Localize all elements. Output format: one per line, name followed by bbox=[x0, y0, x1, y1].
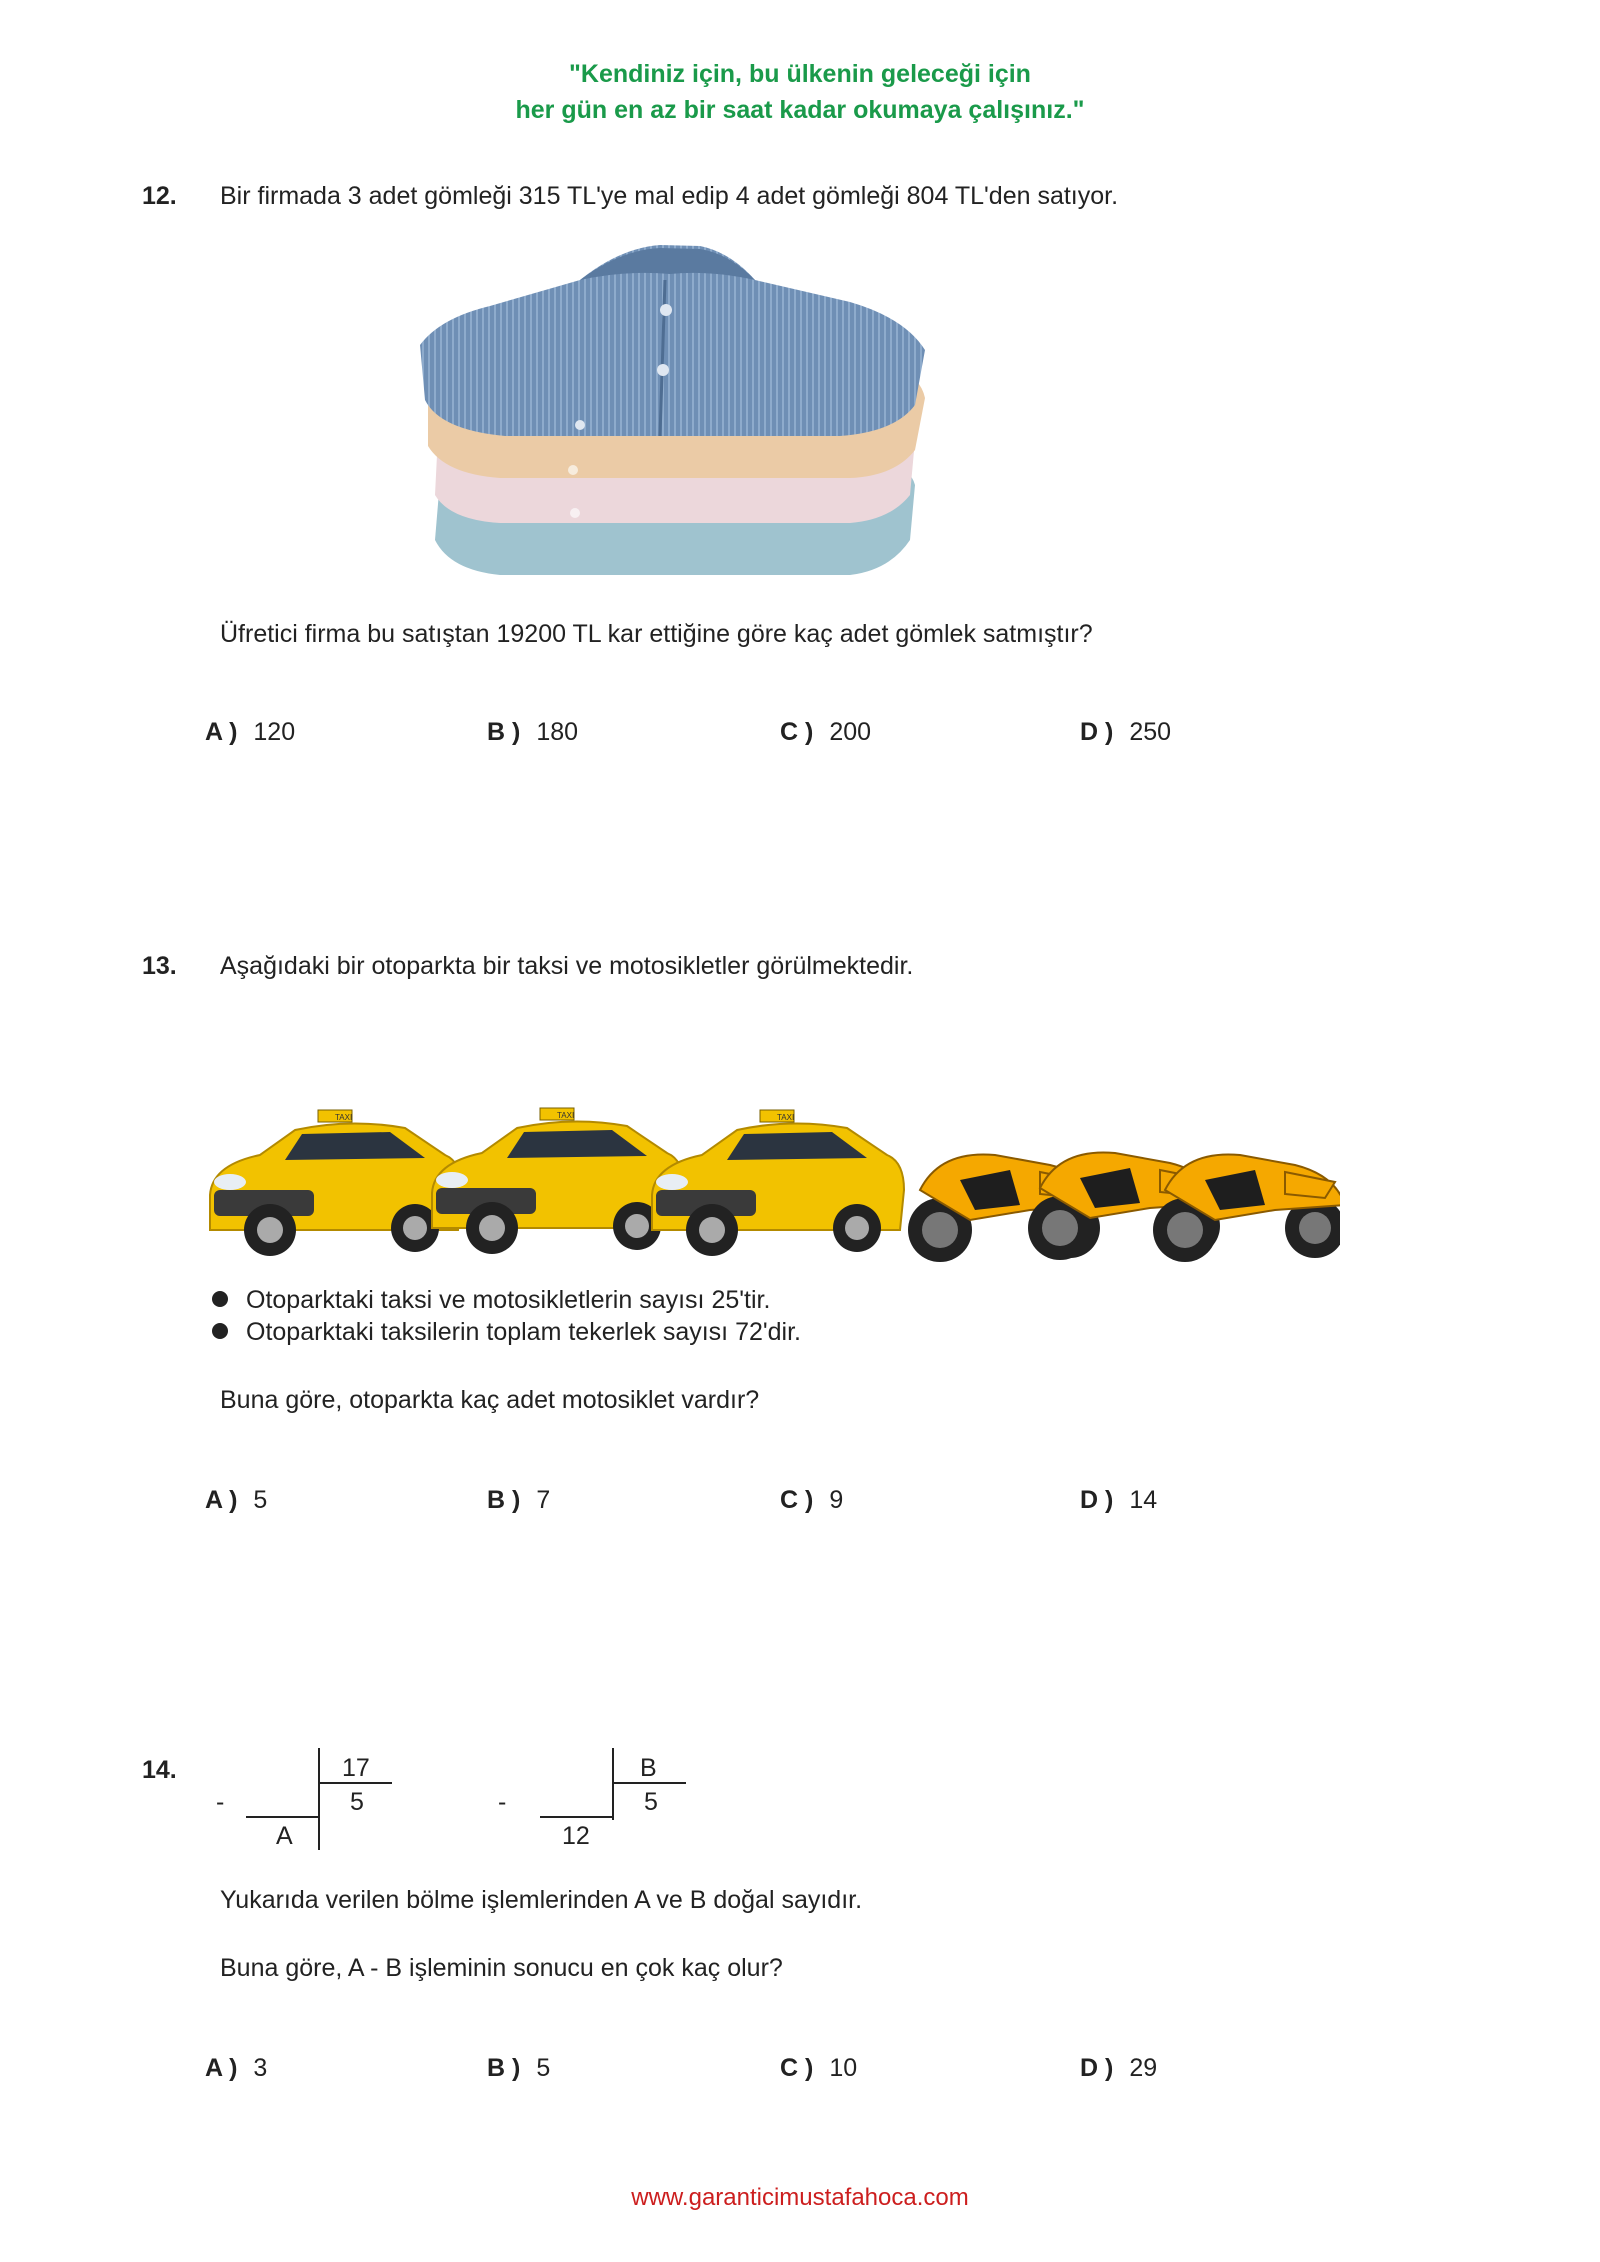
option-value: 250 bbox=[1129, 718, 1172, 746]
q13-option-a[interactable] bbox=[205, 1486, 267, 1515]
option-label: C ) bbox=[780, 1486, 814, 1514]
parking-image bbox=[200, 1090, 1340, 1265]
q14-option-b[interactable] bbox=[487, 2054, 550, 2083]
question-13-number: 13. bbox=[142, 952, 177, 980]
option-value: 5 bbox=[253, 1486, 268, 1514]
question-12-question: Üfretici firma bu satıştan 19200 TL kar ettiğine göre kaç adet gömlek satmıştır? bbox=[220, 620, 1093, 648]
option-value: 9 bbox=[829, 1486, 844, 1514]
q13-option-c[interactable] bbox=[780, 1486, 843, 1515]
question-13-question: Buna göre, otoparkta kaç adet motosiklet vardır? bbox=[220, 1386, 760, 1414]
bullet-icon bbox=[212, 1291, 228, 1307]
footer-link[interactable]: www.garanticimustafahoca.com bbox=[631, 2184, 969, 2211]
division-2-divisor: B bbox=[640, 1754, 657, 1782]
division-1-remainder: A bbox=[276, 1822, 293, 1850]
q13-option-d[interactable] bbox=[1080, 1486, 1157, 1515]
division-1-vertical-line bbox=[318, 1748, 320, 1850]
bullet-text: Otoparktaki taksilerin toplam tekerlek sayısı 72'dir. bbox=[246, 1318, 802, 1346]
option-label: B ) bbox=[487, 1486, 521, 1514]
q12-option-b[interactable] bbox=[487, 718, 578, 747]
division-1-divisor: 17 bbox=[342, 1754, 370, 1782]
option-label: A ) bbox=[205, 1486, 238, 1514]
division-1-quotient: 5 bbox=[350, 1788, 364, 1816]
option-label: A ) bbox=[205, 2054, 238, 2082]
division-2 bbox=[494, 1748, 694, 1858]
option-label: A ) bbox=[205, 718, 238, 746]
motto-line-1: "Kendiniz için, bu ülkenin geleceği için bbox=[569, 60, 1031, 88]
question-12-number: 12. bbox=[142, 182, 177, 210]
q14-option-c[interactable] bbox=[780, 2054, 857, 2083]
question-14-number: 14. bbox=[142, 1756, 177, 1784]
option-label: C ) bbox=[780, 718, 814, 746]
option-label: B ) bbox=[487, 718, 521, 746]
option-value: 3 bbox=[253, 2054, 268, 2082]
q13-bullet-1 bbox=[212, 1286, 770, 1315]
division-2-vertical-line bbox=[612, 1748, 614, 1820]
q13-bullet-2 bbox=[212, 1318, 801, 1347]
question-12-text: Bir firmada 3 adet gömleği 315 TL'ye mal edip 4 adet gömleği 804 TL'den satıyor. bbox=[220, 182, 1119, 210]
option-label: D ) bbox=[1080, 718, 1114, 746]
q12-option-a[interactable] bbox=[205, 718, 295, 747]
option-value: 5 bbox=[536, 2054, 551, 2082]
taxi-sign-3: TAXI bbox=[777, 1113, 795, 1122]
taxi-sign-2: TAXI bbox=[557, 1111, 575, 1120]
motto-line-2: her gün en az bir saat kadar okumaya çalışınız." bbox=[515, 96, 1085, 124]
division-2-quotient: 5 bbox=[644, 1788, 658, 1816]
option-label: D ) bbox=[1080, 2054, 1114, 2082]
option-label: D ) bbox=[1080, 1486, 1114, 1514]
question-13-text: Aşağıdaki bir otoparkta bir taksi ve motosikletler görülmektedir. bbox=[220, 952, 914, 980]
q14-option-a[interactable] bbox=[205, 2054, 267, 2083]
q13-option-b[interactable] bbox=[487, 1486, 550, 1515]
division-2-minus: - bbox=[498, 1788, 507, 1816]
division-2-remainder: 12 bbox=[562, 1822, 590, 1850]
option-value: 7 bbox=[536, 1486, 551, 1514]
division-1 bbox=[200, 1748, 400, 1858]
shirts-image bbox=[410, 240, 930, 590]
division-1-minus: - bbox=[216, 1788, 225, 1816]
bullet-icon bbox=[212, 1323, 228, 1339]
option-value: 14 bbox=[1129, 1486, 1158, 1514]
bullet-text: Otoparktaki taksi ve motosikletlerin sayısı 25'tir. bbox=[246, 1286, 771, 1314]
question-14-question: Buna göre, A - B işleminin sonucu en çok kaç olur? bbox=[220, 1954, 783, 1982]
option-value: 10 bbox=[829, 2054, 858, 2082]
option-value: 180 bbox=[536, 718, 579, 746]
option-value: 29 bbox=[1129, 2054, 1158, 2082]
division-1-bottom-line bbox=[246, 1816, 318, 1818]
option-label: C ) bbox=[780, 2054, 814, 2082]
q12-option-c[interactable] bbox=[780, 718, 871, 747]
question-14-text: Yukarıda verilen bölme işlemlerinden A ve B doğal sayıdır. bbox=[220, 1886, 863, 1914]
option-label: B ) bbox=[487, 2054, 521, 2082]
taxi-sign-1: TAXI bbox=[335, 1113, 353, 1122]
option-value: 120 bbox=[253, 718, 296, 746]
q14-option-d[interactable] bbox=[1080, 2054, 1157, 2083]
option-value: 200 bbox=[829, 718, 872, 746]
q12-option-d[interactable] bbox=[1080, 718, 1171, 747]
division-2-bottom-line bbox=[540, 1816, 612, 1818]
